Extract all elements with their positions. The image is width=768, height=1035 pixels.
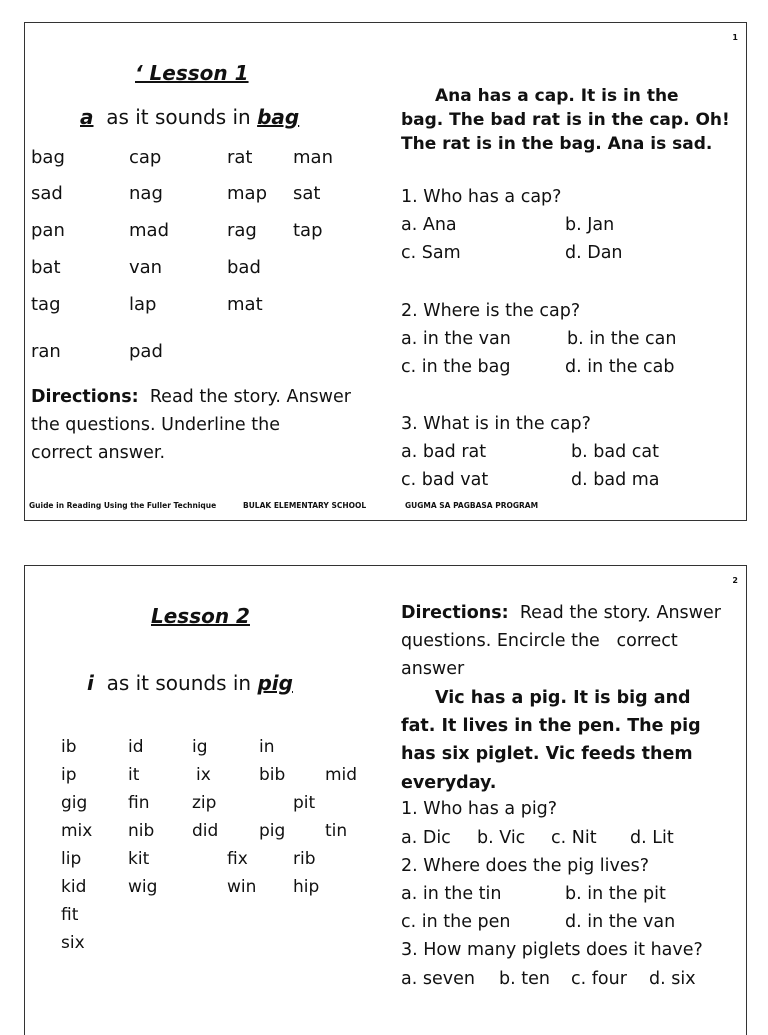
word: win — [227, 877, 257, 897]
word: mad — [129, 220, 169, 241]
question: 1. Who has a cap? — [401, 187, 562, 207]
answer-choice[interactable]: b. in the can — [567, 329, 677, 349]
sound-heading — [80, 105, 299, 129]
answer-choice[interactable]: a. Ana — [401, 215, 457, 235]
answer-choice[interactable]: c. in the bag — [401, 357, 511, 377]
word: van — [129, 257, 163, 278]
lesson-1-card — [24, 22, 747, 521]
lesson-title: Lesson 2 — [151, 604, 250, 628]
question: 3. What is in the cap? — [401, 414, 591, 434]
story-line: bag. The bad rat is in the cap. Oh! — [401, 110, 730, 130]
sound-keyword: bag — [257, 105, 300, 129]
word: nag — [129, 183, 163, 204]
word: man — [293, 147, 333, 168]
question: 1. Who has a pig? — [401, 799, 558, 819]
word: rat — [227, 147, 253, 168]
word: wig — [128, 877, 158, 897]
sound-letter: i — [87, 671, 94, 695]
question: 2. Where does the pig lives? — [401, 856, 649, 876]
story-line: everyday. — [401, 773, 497, 793]
sound-heading — [87, 671, 293, 695]
answer-choice[interactable]: b. Jan — [565, 215, 615, 235]
word: bag — [31, 147, 65, 168]
answer-choice[interactable]: b. ten — [499, 969, 550, 989]
word: pad — [129, 341, 163, 362]
word: bad — [227, 257, 261, 278]
word: hip — [293, 877, 320, 897]
sound-text: as it sounds in — [106, 105, 251, 129]
word: kid — [61, 877, 87, 897]
word: ip — [61, 765, 77, 785]
word: tag — [31, 294, 61, 315]
word: bib — [259, 765, 286, 785]
word: nib — [128, 821, 155, 841]
answer-choice[interactable]: d. six — [649, 969, 696, 989]
word: id — [128, 737, 144, 757]
answer-choice[interactable]: a. in the van — [401, 329, 511, 349]
word: mix — [61, 821, 93, 841]
word: ran — [31, 341, 61, 362]
word: sat — [293, 183, 321, 204]
directions-label: Directions: — [31, 387, 139, 407]
word: lap — [129, 294, 157, 315]
page-number: 1 — [732, 33, 738, 42]
answer-choice[interactable]: a. bad rat — [401, 442, 487, 462]
word: gig — [61, 793, 88, 813]
story-line: Ana has a cap. It is in the — [435, 86, 679, 106]
answer-choice[interactable]: a. Dic — [401, 828, 451, 848]
sound-keyword: pig — [257, 671, 293, 695]
word: cap — [129, 147, 162, 168]
answer-choice[interactable]: c. in the pen — [401, 912, 511, 932]
footer-school: BULAK ELEMENTARY SCHOOL — [243, 501, 367, 510]
answer-choice[interactable]: c. four — [571, 969, 627, 989]
answer-choice[interactable]: c. Nit — [551, 828, 597, 848]
directions — [31, 383, 371, 467]
answer-choice[interactable]: d. in the cab — [565, 357, 675, 377]
answer-choice[interactable]: b. in the pit — [565, 884, 666, 904]
word: it — [128, 765, 140, 785]
story-line: fat. It lives in the pen. The pig — [401, 716, 701, 736]
word: rib — [293, 849, 316, 869]
answer-choice[interactable]: b. Vic — [477, 828, 526, 848]
word: pit — [293, 793, 316, 813]
word: mid — [325, 765, 358, 785]
answer-choice[interactable]: c. bad vat — [401, 470, 489, 490]
sound-text: as it sounds in — [106, 671, 252, 695]
directions-line: Directions: Read the story. Answer — [31, 387, 351, 407]
question: 3. How many piglets does it have? — [401, 940, 703, 960]
page-number: 2 — [732, 576, 738, 585]
word: did — [192, 821, 219, 841]
word: in — [259, 737, 275, 757]
word: six — [61, 933, 85, 953]
word: kit — [128, 849, 150, 869]
directions-label: Directions: — [401, 603, 509, 623]
answer-choice[interactable]: a. seven — [401, 969, 475, 989]
story-line: has six piglet. Vic feeds them — [401, 744, 693, 764]
directions-line: Directions: Read the story. Answer — [401, 603, 721, 623]
word: fit — [61, 905, 79, 925]
story-line: Vic has a pig. It is big and — [435, 688, 691, 708]
answer-choice[interactable]: a. in the tin — [401, 884, 502, 904]
word: lip — [61, 849, 82, 869]
word: fin — [128, 793, 150, 813]
lesson-2-card — [24, 565, 747, 1035]
word: rag — [227, 220, 257, 241]
directions-line: correct answer. — [31, 443, 166, 463]
answer-choice[interactable]: d. Lit — [630, 828, 674, 848]
answer-choice[interactable]: b. bad cat — [571, 442, 659, 462]
word: ig — [192, 737, 208, 757]
word: tap — [293, 220, 323, 241]
answer-choice[interactable]: d. Dan — [565, 243, 623, 263]
word: bat — [31, 257, 61, 278]
story-line: The rat is in the bag. Ana is sad. — [401, 134, 713, 154]
sound-letter: a — [80, 105, 94, 129]
directions-line: the questions. Underline the — [31, 415, 280, 435]
word: map — [227, 183, 267, 204]
footer-program: GUGMA SA PAGBASA PROGRAM — [405, 501, 539, 510]
word: pan — [31, 220, 65, 241]
answer-choice[interactable]: d. in the van — [565, 912, 676, 932]
word: fix — [227, 849, 248, 869]
directions-line: answer — [401, 659, 465, 679]
word: zip — [192, 793, 217, 813]
word: sad — [31, 183, 63, 204]
lesson-title: ‘ Lesson 1 — [135, 61, 249, 85]
directions — [401, 599, 746, 683]
word: mat — [227, 294, 263, 315]
answer-choice[interactable]: d. bad ma — [571, 470, 660, 490]
question: 2. Where is the cap? — [401, 301, 581, 321]
word: ib — [61, 737, 77, 757]
answer-choice[interactable]: c. Sam — [401, 243, 461, 263]
directions-line: questions. Encircle the correct — [401, 631, 678, 651]
word: pig — [259, 821, 286, 841]
word: tin — [325, 821, 348, 841]
word: ix — [196, 765, 211, 785]
footer-guide: Guide in Reading Using the Fuller Technique — [29, 501, 217, 510]
